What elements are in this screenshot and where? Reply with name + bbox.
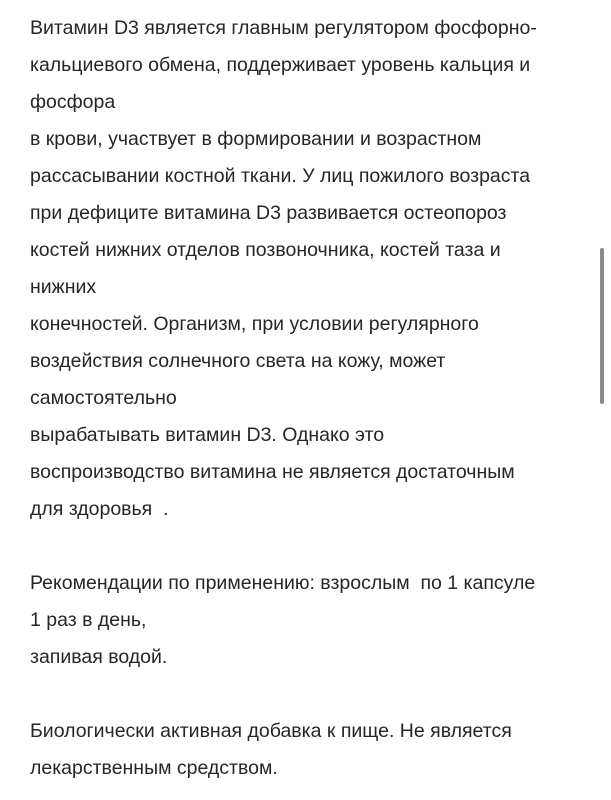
- text-line: самостоятельно: [30, 387, 177, 409]
- paragraph-supplement-disclaimer: [30, 713, 598, 787]
- text-line: запивая водой.: [30, 646, 168, 668]
- text-line: для здоровья .: [30, 498, 169, 520]
- text-line: воспроизводство витамина не является достаточным: [30, 461, 515, 483]
- paragraph-vitamin-d3-description: [30, 10, 598, 528]
- paragraph-usage-recommendations: [30, 565, 598, 676]
- text-line: нижних: [30, 276, 97, 298]
- paragraph-spacer: [30, 528, 598, 565]
- vertical-scrollbar[interactable]: [600, 248, 604, 404]
- text-line: 1 раз в день,: [30, 609, 147, 631]
- text-line: Витамин D3 является главным регулятором фосфорно-: [30, 17, 537, 39]
- text-line: Биологически активная добавка к пище. Не является: [30, 720, 512, 742]
- text-line: фосфора: [30, 91, 116, 113]
- text-line: конечностей. Организм, при условии регулярного: [30, 313, 479, 335]
- text-line: рассасывании костной ткани. У лиц пожилого возраста: [30, 165, 531, 187]
- text-line: воздействия солнечного света на кожу, может: [30, 350, 446, 372]
- text-line: лекарственным средством.: [30, 757, 278, 779]
- paragraph-spacer: [30, 676, 598, 713]
- text-line: костей нижних отделов позвоночника, костей таза и: [30, 239, 501, 261]
- text-line: кальциевого обмена, поддерживает уровень кальция и: [30, 54, 531, 76]
- text-line: Рекомендации по применению: взрослым по 1 капсуле: [30, 572, 536, 594]
- text-line: вырабатывать витамин D3. Однако это: [30, 424, 385, 446]
- text-line: при дефиците витамина D3 развивается остеопороз: [30, 202, 507, 224]
- document-text: [30, 10, 598, 787]
- text-line: в крови, участвует в формировании и возрастном: [30, 128, 482, 150]
